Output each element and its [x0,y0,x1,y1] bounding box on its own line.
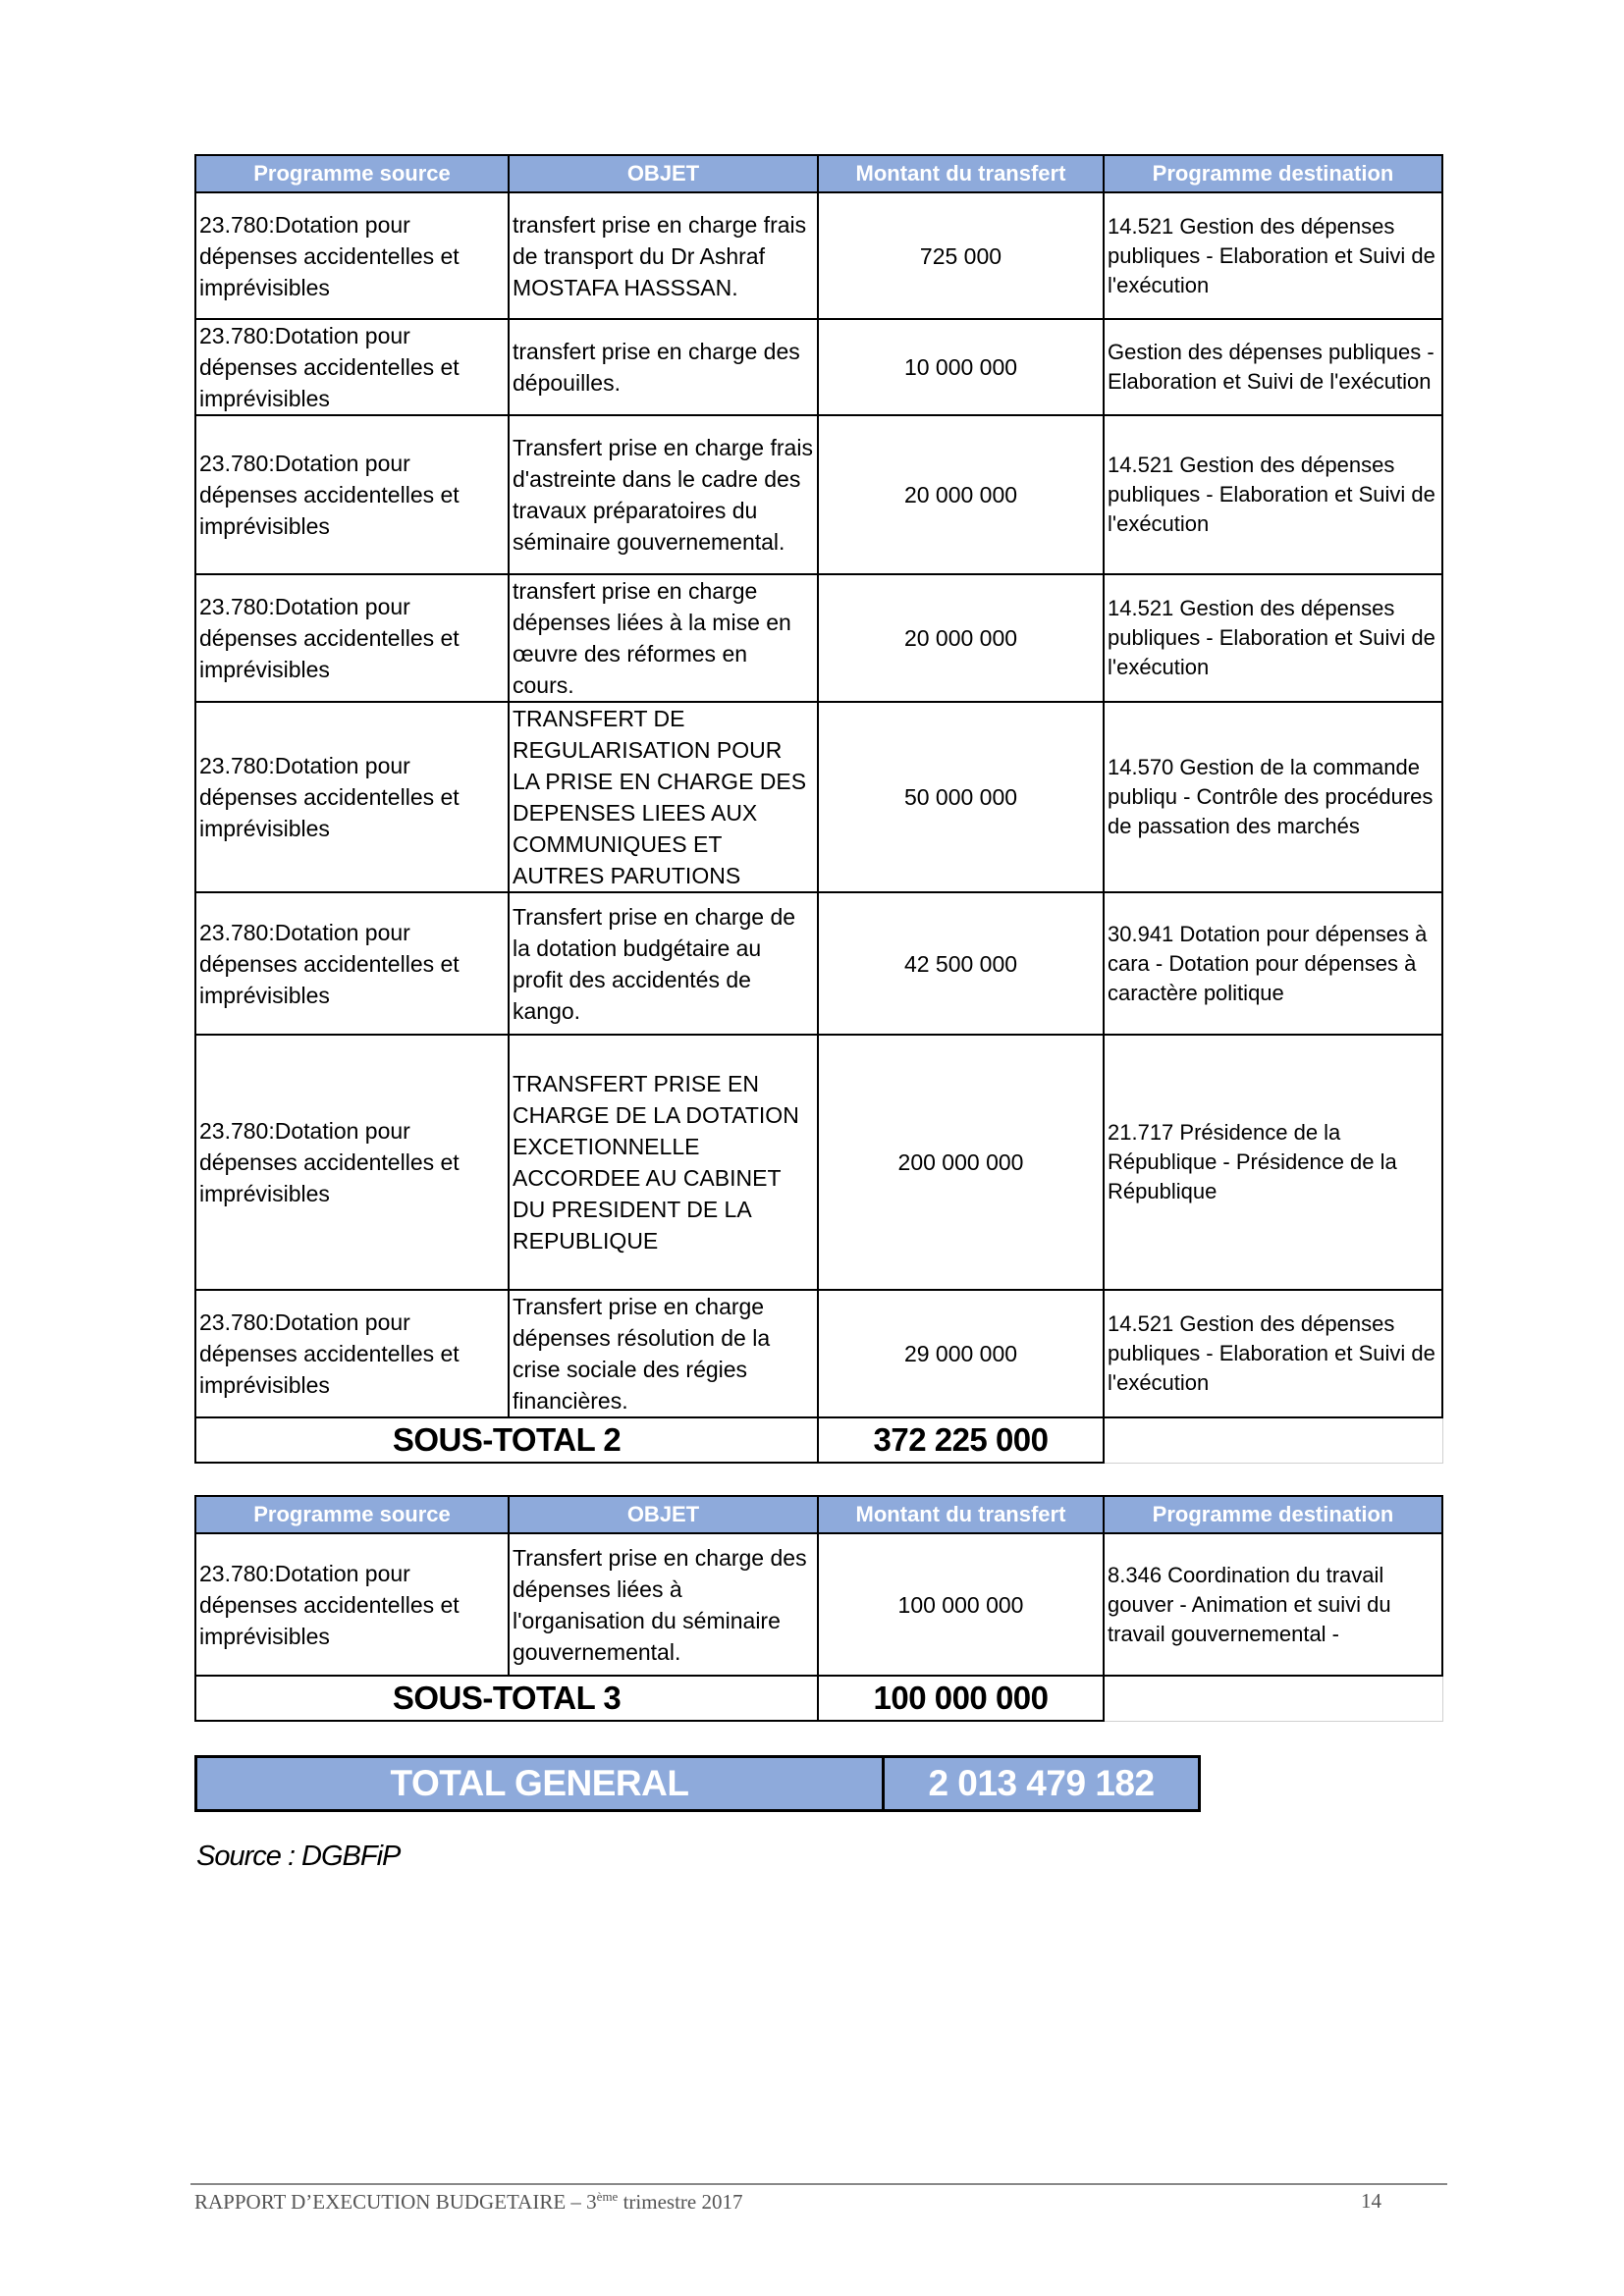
header-programme-destination: Programme destination [1104,155,1442,192]
cell-source: 23.780:Dotation pour dépenses accidentelles et imprévisibles [195,192,509,319]
table-row [195,892,1442,1035]
cell-destination: 14.570 Gestion de la commande publiqu - Contrôle des procédures de passation des marchés [1104,702,1442,892]
footer-title-part1: RAPPORT D’EXECUTION BUDGETAIRE – 3 [194,2190,597,2214]
source-note: Source : DGBFiP [196,1841,401,1872]
subtotal-value: 372 225 000 [818,1417,1104,1463]
cell-source: 23.780:Dotation pour dépenses accidentelles et imprévisibles [195,319,509,415]
cell-objet: transfert prise en charge des dépouilles. [509,319,818,415]
cell-objet: transfert prise en charge dépenses liées à la mise en œuvre des réformes en cours. [509,574,818,702]
table-row [195,319,1442,415]
cell-montant: 10 000 000 [818,319,1104,415]
cell-destination: 8.346 Coordination du travail gouver - Animation et suivi du travail gouvernemental - [1104,1533,1442,1676]
cell-objet: TRANSFERT PRISE EN CHARGE DE LA DOTATION EXCETIONNELLE ACCORDEE AU CABINET DU PRESIDENT DE LA REPUBLIQUE [509,1035,818,1290]
cell-destination: Gestion des dépenses publiques - Elaboration et Suivi de l'exécution [1104,319,1442,415]
cell-source: 23.780:Dotation pour dépenses accidentelles et imprévisibles [195,1035,509,1290]
cell-destination: 30.941 Dotation pour dépenses à cara - Dotation pour dépenses à caractère politique [1104,892,1442,1035]
table-row [195,702,1442,892]
cell-objet: transfert prise en charge frais de transport du Dr Ashraf MOSTAFA HASSSAN. [509,192,818,319]
header-montant: Montant du transfert [818,155,1104,192]
subtotal-label: SOUS-TOTAL 2 [195,1417,818,1463]
cell-objet: Transfert prise en charge frais d'astreinte dans le cadre des travaux préparatoires du séminaire gouvernemental. [509,415,818,574]
cell-montant: 20 000 000 [818,574,1104,702]
header-objet: OBJET [509,155,818,192]
cell-montant: 50 000 000 [818,702,1104,892]
cell-destination: 14.521 Gestion des dépenses publiques - Elaboration et Suivi de l'exécution [1104,1290,1442,1417]
cell-objet: Transfert prise en charge dépenses résolution de la crise sociale des régies financières. [509,1290,818,1417]
cell-source: 23.780:Dotation pour dépenses accidentelles et imprévisibles [195,574,509,702]
footer-divider [190,2183,1447,2185]
cell-montant: 725 000 [818,192,1104,319]
cell-source: 23.780:Dotation pour dépenses accidentelles et imprévisibles [195,1533,509,1676]
table-row [195,415,1442,574]
subtotal-value: 100 000 000 [818,1676,1104,1721]
table-row [195,1035,1442,1290]
total-row [196,1757,1200,1811]
table-row [195,1290,1442,1417]
cell-objet: Transfert prise en charge de la dotation budgétaire au profit des accidentés de kango. [509,892,818,1035]
cell-source: 23.780:Dotation pour dépenses accidentelles et imprévisibles [195,702,509,892]
cell-montant: 29 000 000 [818,1290,1104,1417]
header-objet: OBJET [509,1496,818,1533]
cell-montant: 20 000 000 [818,415,1104,574]
cell-destination: 14.521 Gestion des dépenses publiques - Elaboration et Suivi de l'exécution [1104,415,1442,574]
page-number: 14 [1361,2189,1381,2213]
header-montant: Montant du transfert [818,1496,1104,1533]
cell-source: 23.780:Dotation pour dépenses accidentelles et imprévisibles [195,1290,509,1417]
table-header-row [195,155,1442,192]
footer-report-title [194,2189,742,2215]
cell-source: 23.780:Dotation pour dépenses accidentelles et imprévisibles [195,415,509,574]
header-programme-source: Programme source [195,1496,509,1533]
cell-montant: 42 500 000 [818,892,1104,1035]
cell-destination: 14.521 Gestion des dépenses publiques - Elaboration et Suivi de l'exécution [1104,574,1442,702]
footer-title-part2: trimestre 2017 [618,2190,743,2214]
cell-montant: 100 000 000 [818,1533,1104,1676]
subtotal-empty-cell [1104,1676,1442,1721]
header-programme-destination: Programme destination [1104,1496,1442,1533]
total-label: TOTAL GENERAL [196,1757,884,1811]
cell-destination: 21.717 Présidence de la République - Présidence de la République [1104,1035,1442,1290]
table-header-row [195,1496,1442,1533]
footer-title-superscript: ème [596,2189,619,2204]
total-general-table [194,1755,1201,1812]
subtotal-row [195,1417,1442,1463]
transfer-table-2 [194,1495,1443,1722]
cell-objet: Transfert prise en charge des dépenses liées à l'organisation du séminaire gouvernemental. [509,1533,818,1676]
header-programme-source: Programme source [195,155,509,192]
cell-source: 23.780:Dotation pour dépenses accidentelles et imprévisibles [195,892,509,1035]
cell-destination: 14.521 Gestion des dépenses publiques - Elaboration et Suivi de l'exécution [1104,192,1442,319]
table-row [195,574,1442,702]
table-row [195,1533,1442,1676]
subtotal-label: SOUS-TOTAL 3 [195,1676,818,1721]
subtotal-row [195,1676,1442,1721]
table-row [195,192,1442,319]
total-value: 2 013 479 182 [884,1757,1200,1811]
subtotal-empty-cell [1104,1417,1442,1463]
cell-montant: 200 000 000 [818,1035,1104,1290]
cell-objet: TRANSFERT DE REGULARISATION POUR LA PRISE EN CHARGE DES DEPENSES LIEES AUX COMMUNIQUES ET AUTRES PARUTIONS [509,702,818,892]
transfer-table-1 [194,154,1443,1464]
